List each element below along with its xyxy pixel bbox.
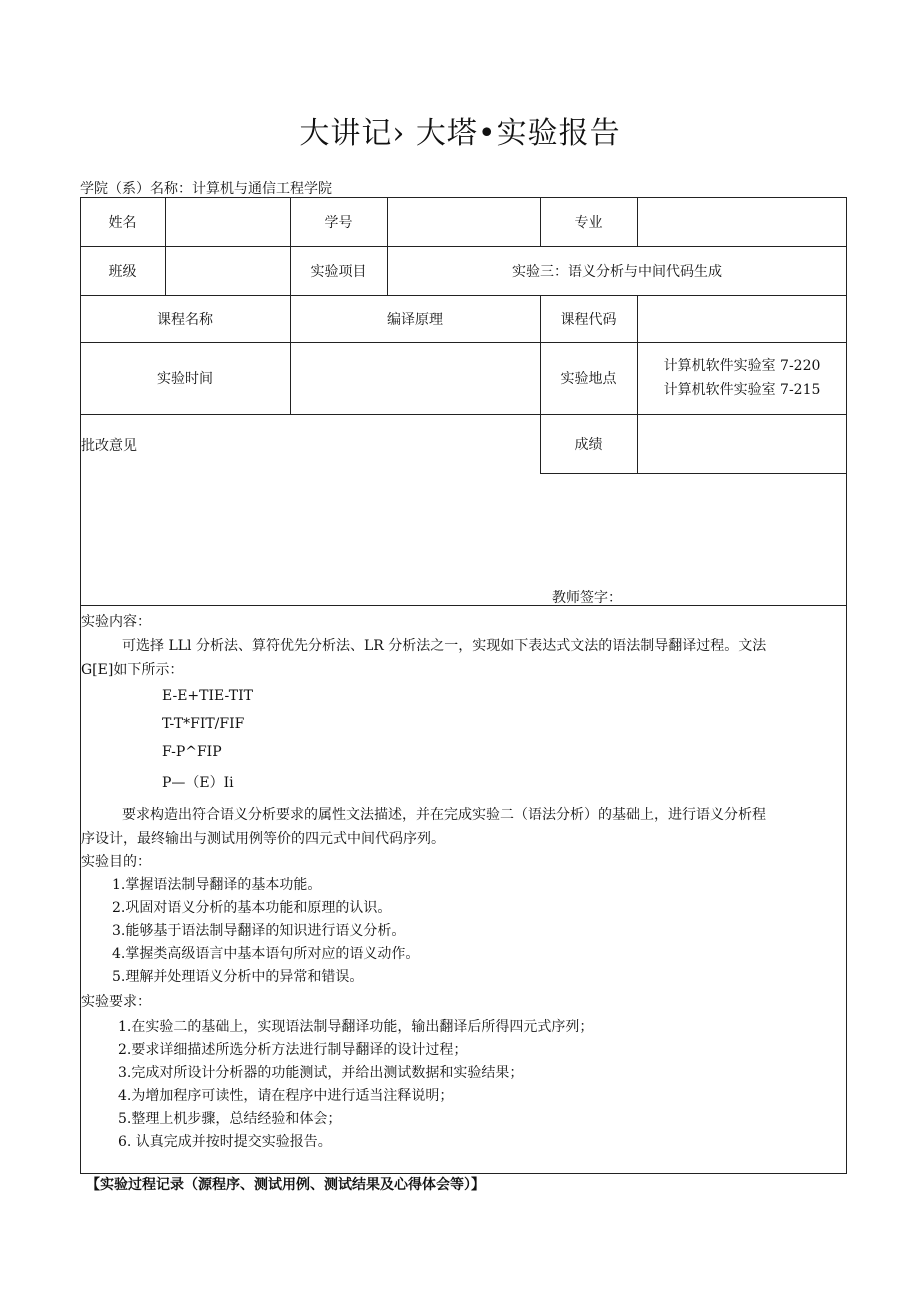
location-value (638, 342, 846, 414)
process-record-heading: 【实验过程记录（源程序、测试用例、测试结果及心得体会等）】 (86, 1177, 485, 1193)
grammar-rule: F-P^FIP (162, 744, 222, 760)
time-label: 实验时间 (157, 371, 213, 387)
major-label: 专业 (574, 214, 603, 231)
content-requirement-cont: 序设计，最终输出与测试用例等价的四元式中间代码序列。 (81, 831, 445, 847)
location-label: 实验地点 (560, 371, 617, 387)
rule (540, 473, 847, 474)
requirement-item: 5.整理上机步骤，总结经验和体会； (118, 1111, 342, 1127)
location-line: 计算机软件实验室 7-220 (663, 358, 821, 374)
content-requirement: 要求构造出符合语义分析要求的属性文法描述，并在完成实验二（语法分析）的基础上，进行语义分析程 (122, 807, 766, 823)
course-name-label: 课程名称 (157, 311, 213, 328)
class-label: 班级 (108, 263, 137, 280)
grammar-rule: T-T*FIT/FIF (162, 716, 245, 732)
requirement-item: 6. 认真完成并按时提交实验报告。 (118, 1134, 332, 1150)
grammar-rule: E-E+TIE-TIT (162, 688, 253, 704)
teacher-signature-label: 教师签字： (552, 590, 622, 606)
project-label: 实验项目 (310, 263, 367, 280)
requirements-heading: 实验要求： (81, 994, 151, 1010)
requirement-item: 4.为增加程序可读性，请在程序中进行适当注释说明； (118, 1088, 454, 1104)
report-form (80, 197, 847, 1174)
requirement-item: 3.完成对所设计分析器的功能测试，并给出测试数据和实验结果； (118, 1065, 524, 1081)
major-field[interactable] (638, 197, 846, 246)
time-field[interactable] (290, 342, 540, 414)
requirement-item: 2.要求详细描述所选分析方法进行制导翻译的设计过程； (118, 1042, 468, 1058)
grammar-rule: P—（E）Ii (162, 775, 234, 791)
course-code-label: 课程代码 (560, 311, 617, 328)
requirement-item: 1.在实验二的基础上，实现语法制导翻译功能，输出翻译后所得四元式序列； (118, 1019, 594, 1035)
project-value: 实验三：语义分析与中间代码生成 (512, 263, 722, 280)
class-field[interactable] (166, 246, 290, 295)
score-label: 成绩 (574, 436, 603, 453)
content-intro-cont: G[E]如下所示： (81, 662, 184, 678)
rule (80, 605, 847, 606)
name-field[interactable] (166, 197, 290, 246)
student-id-label: 学号 (324, 214, 353, 231)
purpose-item: 5.理解并处理语义分析中的异常和错误。 (112, 969, 364, 985)
report-title: 大讲记› 大塔•实验报告 (299, 116, 621, 151)
purpose-item: 1.掌握语法制导翻译的基本功能。 (112, 877, 322, 893)
course-name-value: 编译原理 (387, 311, 443, 328)
purpose-item: 2.巩固对语义分析的基本功能和原理的认识。 (112, 900, 392, 916)
location-line: 计算机软件实验室 7-215 (663, 382, 821, 398)
purpose-item: 4.掌握类高级语言中基本语句所对应的语义动作。 (112, 946, 420, 962)
name-label: 姓名 (108, 214, 137, 231)
college-name: 学院（系）名称：计算机与通信工程学院 (80, 181, 332, 197)
content-heading: 实验内容： (81, 614, 151, 630)
rule (846, 197, 847, 1174)
comment-label: 批改意见 (81, 438, 137, 454)
score-field[interactable] (638, 414, 846, 473)
course-code-field[interactable] (638, 295, 846, 342)
purpose-item: 3.能够基于语法制导翻译的知识进行语义分析。 (112, 923, 406, 939)
student-id-field[interactable] (388, 197, 540, 246)
content-intro: 可选择 LLl 分析法、算符优先分析法、LR 分析法之一，实现如下表达式文法的语法制导翻译过程。文法 (122, 638, 767, 654)
purpose-heading: 实验目的： (81, 854, 151, 870)
